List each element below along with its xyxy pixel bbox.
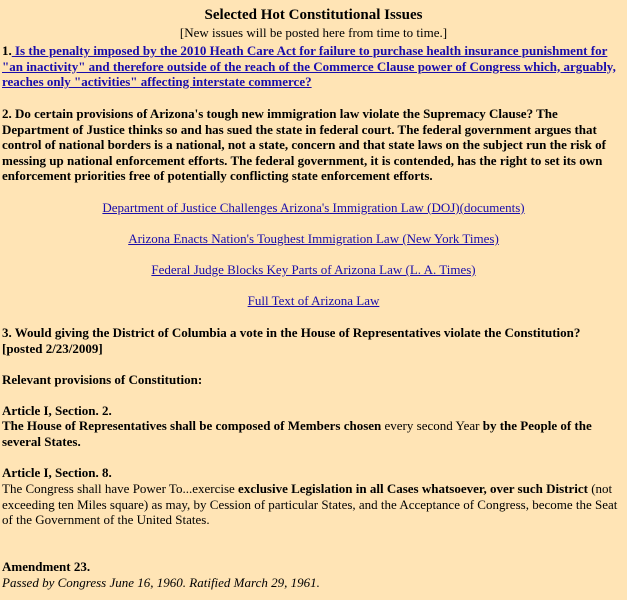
link-doj-challenge[interactable]: Department of Justice Challenges Arizona's Immigration Law (DOJ)(documents)	[102, 200, 525, 215]
art1s2-plain-1: every second Year	[381, 418, 483, 433]
link-lat-judge[interactable]: Federal Judge Blocks Key Parts of Arizona Law (L. A. Times)	[151, 262, 476, 277]
link-lat-row	[0, 262, 627, 278]
art1s8-bold-1: exclusive Legislation in all Cases whatsoever, over such District	[238, 481, 588, 496]
article-1-section-8-text	[2, 481, 624, 528]
art1s8-plain-2: (not exceeding ten Miles square) as may, by Cession of particular States, and the Acceptance of Congress, become the Seat of the Government of the United States.	[2, 481, 618, 528]
page-subtitle: [New issues will be posted here from time to time.]	[179, 25, 448, 40]
article-1-section-8-heading: Article I, Section. 8.	[2, 465, 112, 480]
link-full-text-row	[0, 293, 627, 309]
issue-1-number: 1.	[2, 43, 12, 58]
page-title: Selected Hot Constitutional Issues	[204, 7, 423, 23]
article-1-section-2-text	[2, 418, 624, 449]
amendment-23-heading: Amendment 23.	[2, 559, 91, 574]
relevant-provisions-heading: Relevant provisions of Constitution:	[2, 372, 203, 387]
issue-1-link[interactable]: Is the penalty imposed by the 2010 Heath Care Act for failure to purchase health insurance punishment for "an inactivity" and therefore outside of the reach of the Commerce Clause power of Congress which, arguably, reaches only "activities" affecting interstate commerce?	[2, 43, 616, 90]
link-full-text-arizona-law[interactable]: Full Text of Arizona Law	[247, 293, 380, 308]
amendment-23-passed: Passed by Congress June 16, 1960. Ratified March 29, 1961.	[2, 575, 320, 590]
issue-1	[2, 43, 624, 90]
link-nyt-arizona[interactable]: Arizona Enacts Nation's Toughest Immigration Law (New York Times)	[128, 231, 499, 246]
art1s8-plain-1: The Congress shall have Power To...exercise	[2, 481, 239, 496]
issue-3-text: 3. Would giving the District of Columbia a vote in the House of Representatives violate the Constitution? [posted 2/23/2009]	[2, 325, 581, 356]
issue-2-text: 2. Do certain provisions of Arizona's tough new immigration law violate the Supremacy Clause? The Department of Justice thinks so and has sued the state in federal court. The federal government argues that control of national borders is a national, not a state, concern and that state laws on the subject run the risk of messing up national enforcement efforts. The federal government, it is contended, has the right to set its own enforcement priorities free of potentially conflicting state enforcement efforts.	[2, 106, 606, 184]
article-1-section-2-heading: Article I, Section. 2.	[2, 403, 112, 418]
link-doj-challenge-row	[0, 200, 627, 216]
art1s2-bold-2: by the People of the several States.	[2, 418, 592, 449]
link-nyt-row	[0, 231, 627, 247]
art1s2-bold-1: The House of Representatives shall be composed of Members chosen	[2, 418, 382, 433]
